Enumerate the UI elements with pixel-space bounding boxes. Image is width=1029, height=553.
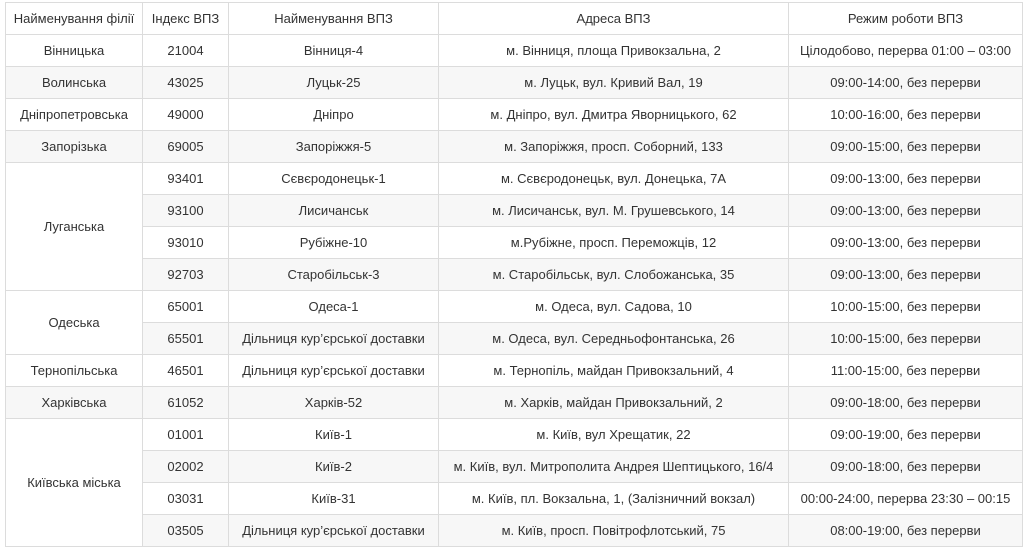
address-cell: м. Київ, вул. Митрополита Андрея Шептицького, 16/4 xyxy=(439,451,789,483)
schedule-cell: 11:00-15:00, без перерви xyxy=(789,355,1023,387)
table-row xyxy=(6,67,1023,99)
address-cell: м. Сєвєродонецьк, вул. Донецька, 7А xyxy=(439,163,789,195)
schedule-cell: 10:00-15:00, без перерви xyxy=(789,291,1023,323)
table-header xyxy=(6,3,1023,35)
table-row xyxy=(6,35,1023,67)
post-offices-table xyxy=(5,2,1023,547)
office-name-cell: Запоріжжя-5 xyxy=(229,131,439,163)
table-row xyxy=(6,163,1023,195)
table-row xyxy=(6,99,1023,131)
office-name-cell: Київ-1 xyxy=(229,419,439,451)
schedule-cell: 10:00-16:00, без перерви xyxy=(789,99,1023,131)
table-row xyxy=(6,451,1023,483)
address-cell: м. Луцьк, вул. Кривий Вал, 19 xyxy=(439,67,789,99)
index-cell: 03505 xyxy=(143,515,229,547)
branch-cell: Київська міська xyxy=(6,419,143,547)
office-name-cell: Дніпро xyxy=(229,99,439,131)
table-row xyxy=(6,483,1023,515)
address-cell: м. Лисичанськ, вул. М. Грушевського, 14 xyxy=(439,195,789,227)
index-cell: 46501 xyxy=(143,355,229,387)
schedule-cell: 09:00-14:00, без перерви xyxy=(789,67,1023,99)
office-name-cell: Луцьк-25 xyxy=(229,67,439,99)
address-cell: м. Старобільськ, вул. Слобожанська, 35 xyxy=(439,259,789,291)
address-cell: м. Харків, майдан Привокзальний, 2 xyxy=(439,387,789,419)
address-cell: м. Тернопіль, майдан Привокзальний, 4 xyxy=(439,355,789,387)
table-row xyxy=(6,227,1023,259)
header-index: Індекс ВПЗ xyxy=(143,3,229,35)
schedule-cell: 09:00-18:00, без перерви xyxy=(789,451,1023,483)
branch-cell: Луганська xyxy=(6,163,143,291)
index-cell: 01001 xyxy=(143,419,229,451)
address-cell: м. Дніпро, вул. Дмитра Яворницького, 62 xyxy=(439,99,789,131)
office-name-cell: Старобільськ-3 xyxy=(229,259,439,291)
office-name-cell: Київ-31 xyxy=(229,483,439,515)
table-row xyxy=(6,419,1023,451)
index-cell: 93100 xyxy=(143,195,229,227)
office-name-cell: Одеса-1 xyxy=(229,291,439,323)
index-cell: 65501 xyxy=(143,323,229,355)
table-row xyxy=(6,195,1023,227)
index-cell: 03031 xyxy=(143,483,229,515)
index-cell: 93010 xyxy=(143,227,229,259)
table-body xyxy=(6,35,1023,547)
schedule-cell: 09:00-13:00, без перерви xyxy=(789,195,1023,227)
index-cell: 21004 xyxy=(143,35,229,67)
index-cell: 02002 xyxy=(143,451,229,483)
address-cell: м. Одеса, вул. Садова, 10 xyxy=(439,291,789,323)
index-cell: 93401 xyxy=(143,163,229,195)
branch-cell: Харківська xyxy=(6,387,143,419)
office-name-cell: Рубіжне-10 xyxy=(229,227,439,259)
schedule-cell: 08:00-19:00, без перерви xyxy=(789,515,1023,547)
address-cell: м. Київ, просп. Повітрофлотський, 75 xyxy=(439,515,789,547)
table-row xyxy=(6,291,1023,323)
branch-cell: Волинська xyxy=(6,67,143,99)
branch-cell: Запорізька xyxy=(6,131,143,163)
office-name-cell: Харків-52 xyxy=(229,387,439,419)
schedule-cell: 09:00-13:00, без перерви xyxy=(789,163,1023,195)
table-row xyxy=(6,131,1023,163)
index-cell: 49000 xyxy=(143,99,229,131)
schedule-cell: Цілодобово, перерва 01:00 – 03:00 xyxy=(789,35,1023,67)
index-cell: 69005 xyxy=(143,131,229,163)
header-address: Адреса ВПЗ xyxy=(439,3,789,35)
address-cell: м. Вінниця, площа Привокзальна, 2 xyxy=(439,35,789,67)
address-cell: м. Одеса, вул. Середньофонтанська, 26 xyxy=(439,323,789,355)
office-name-cell: Сєвєродонецьк-1 xyxy=(229,163,439,195)
table-row xyxy=(6,355,1023,387)
index-cell: 92703 xyxy=(143,259,229,291)
branch-cell: Дніпропетровська xyxy=(6,99,143,131)
table-row xyxy=(6,387,1023,419)
office-name-cell: Лисичанськ xyxy=(229,195,439,227)
branch-cell: Одеська xyxy=(6,291,143,355)
header-branch: Найменування філії xyxy=(6,3,143,35)
index-cell: 43025 xyxy=(143,67,229,99)
schedule-cell: 09:00-15:00, без перерви xyxy=(789,131,1023,163)
schedule-cell: 09:00-13:00, без перерви xyxy=(789,259,1023,291)
schedule-cell: 10:00-15:00, без перерви xyxy=(789,323,1023,355)
header-schedule: Режим роботи ВПЗ xyxy=(789,3,1023,35)
header-office-name: Найменування ВПЗ xyxy=(229,3,439,35)
schedule-cell: 09:00-13:00, без перерви xyxy=(789,227,1023,259)
branch-cell: Вінницька xyxy=(6,35,143,67)
branch-cell: Тернопільська xyxy=(6,355,143,387)
office-name-cell: Київ-2 xyxy=(229,451,439,483)
office-name-cell: Дільниця кур’єрської доставки xyxy=(229,515,439,547)
address-cell: м. Київ, пл. Вокзальна, 1, (Залізничний вокзал) xyxy=(439,483,789,515)
address-cell: м. Київ, вул Хрещатик, 22 xyxy=(439,419,789,451)
table-row xyxy=(6,323,1023,355)
index-cell: 61052 xyxy=(143,387,229,419)
office-name-cell: Дільниця кур’єрської доставки xyxy=(229,323,439,355)
table-row xyxy=(6,515,1023,547)
address-cell: м.Рубіжне, просп. Переможців, 12 xyxy=(439,227,789,259)
table-row xyxy=(6,259,1023,291)
office-name-cell: Вінниця-4 xyxy=(229,35,439,67)
address-cell: м. Запоріжжя, просп. Соборний, 133 xyxy=(439,131,789,163)
schedule-cell: 00:00-24:00, перерва 23:30 – 00:15 xyxy=(789,483,1023,515)
header-row xyxy=(6,3,1023,35)
office-name-cell: Дільниця кур’єрської доставки xyxy=(229,355,439,387)
schedule-cell: 09:00-18:00, без перерви xyxy=(789,387,1023,419)
schedule-cell: 09:00-19:00, без перерви xyxy=(789,419,1023,451)
index-cell: 65001 xyxy=(143,291,229,323)
